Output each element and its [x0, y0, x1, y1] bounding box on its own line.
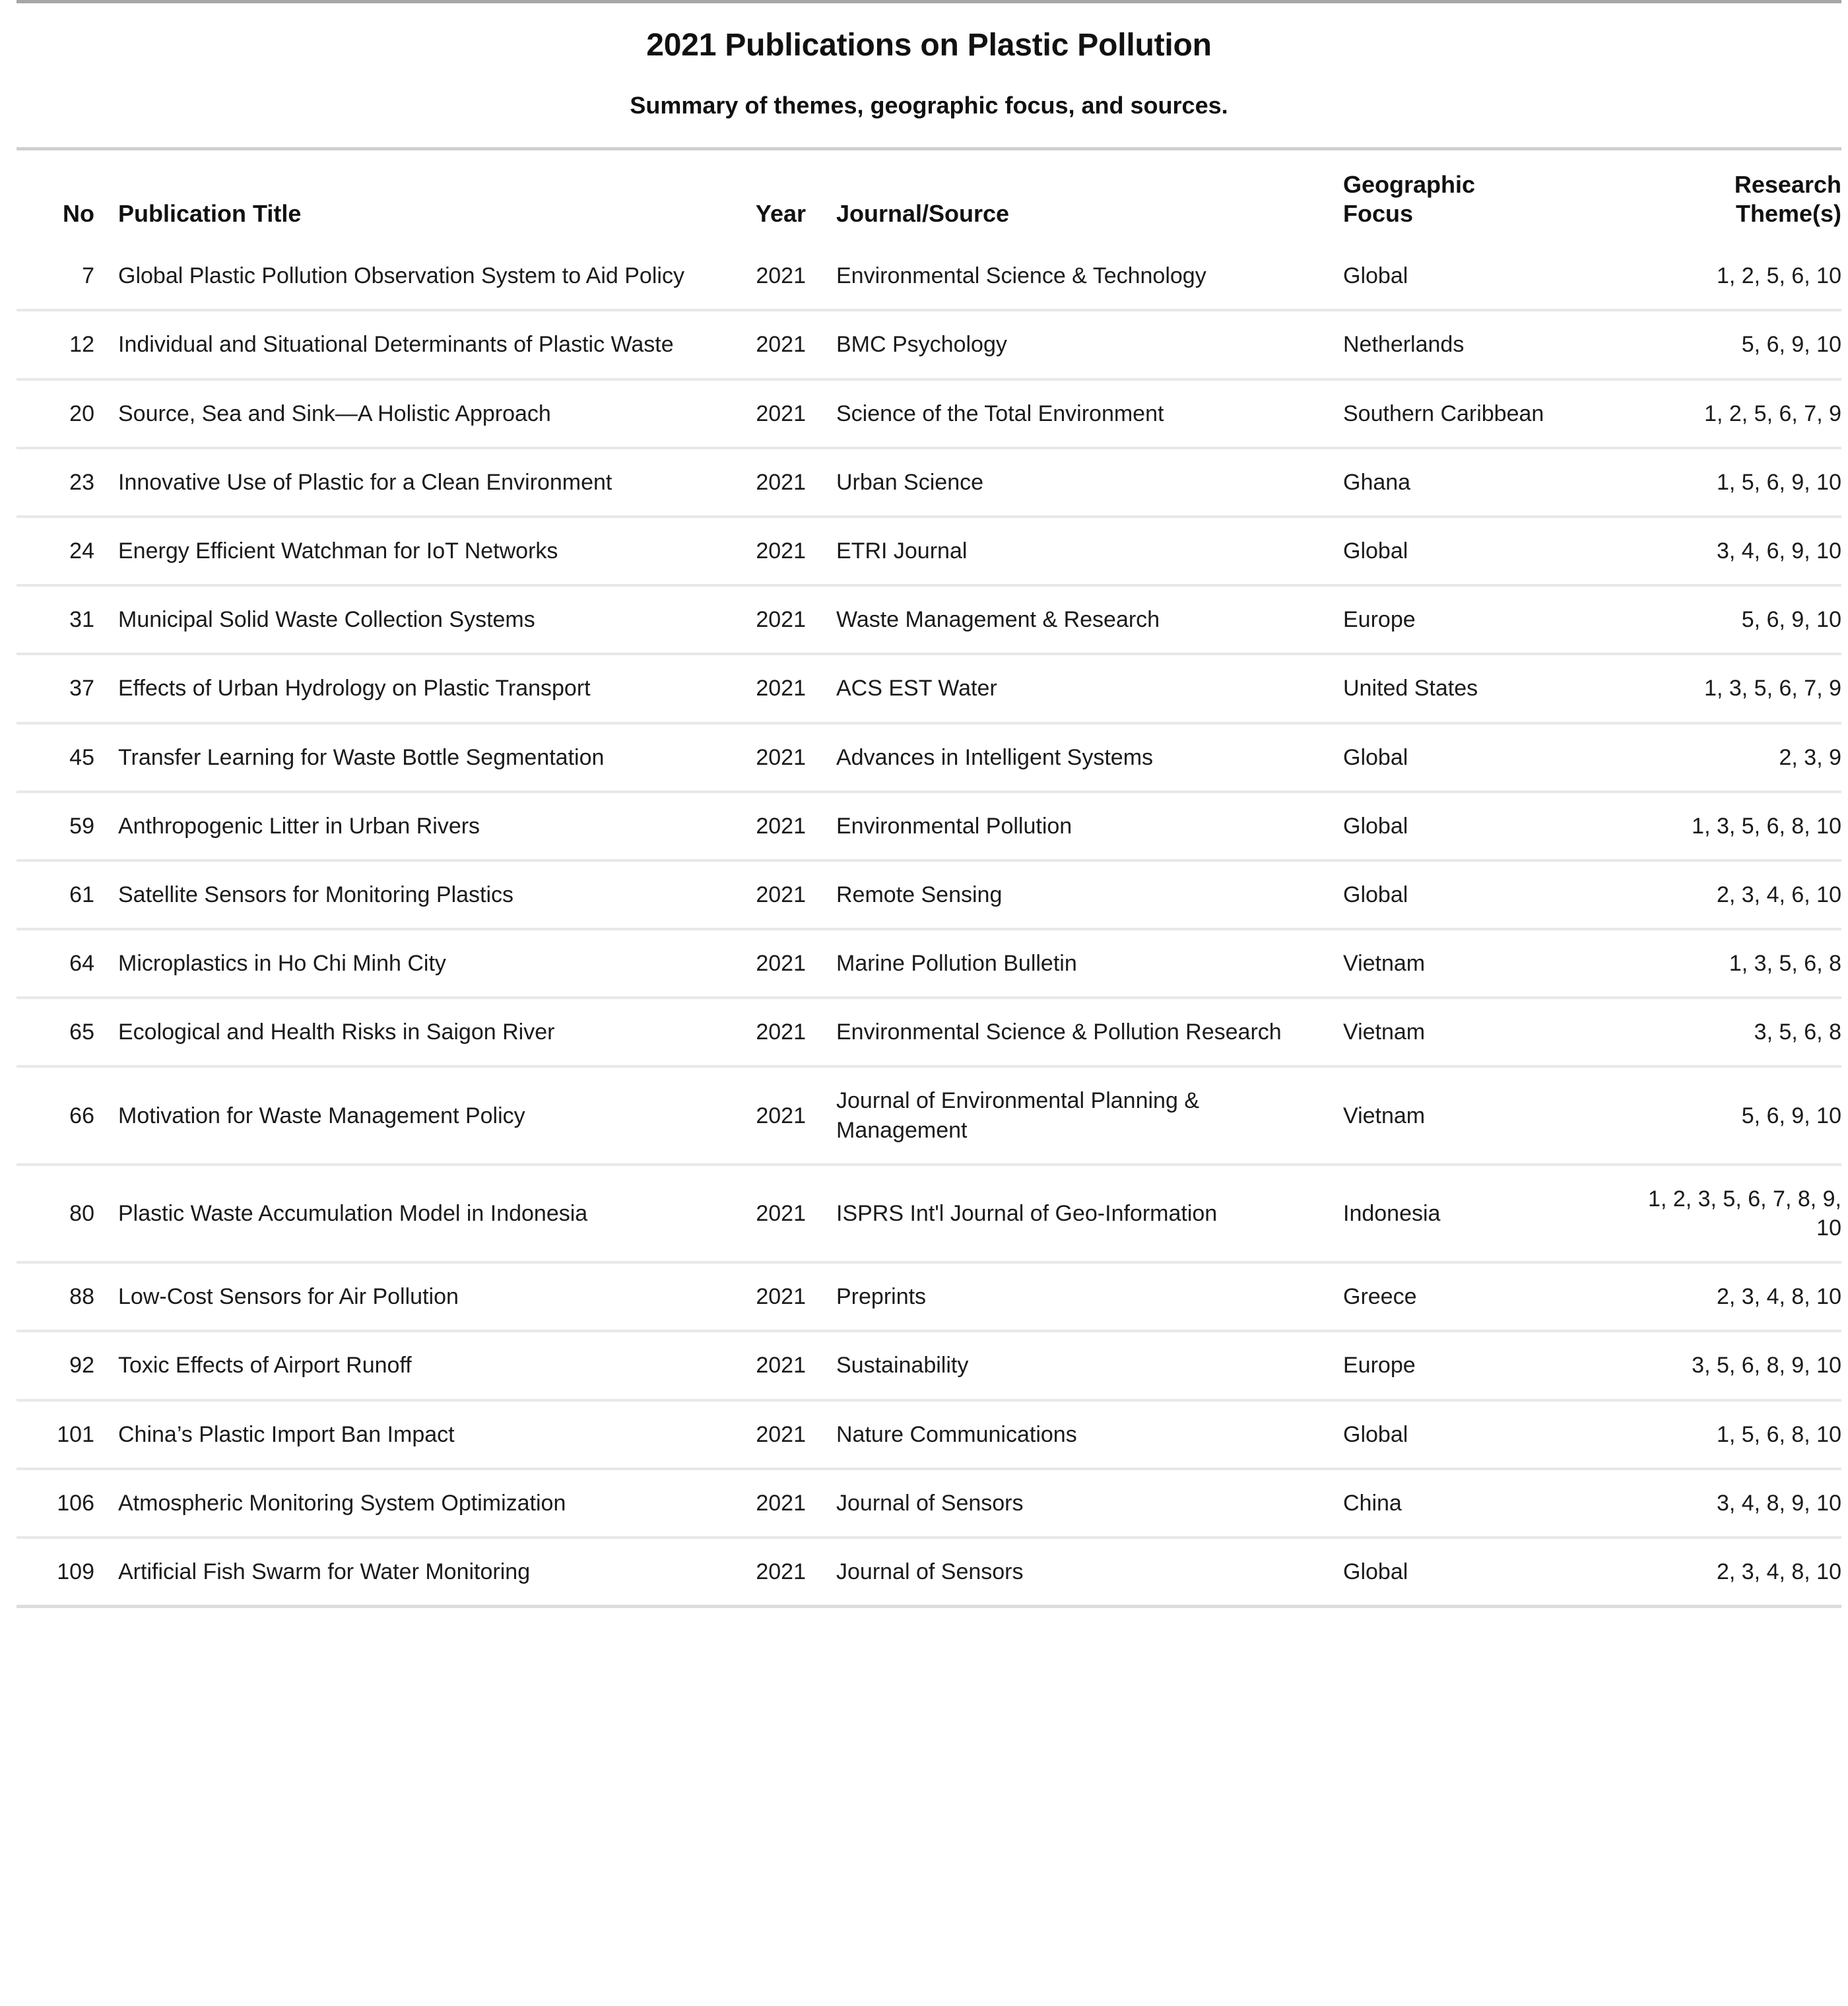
cell-geographic-focus: Vietnam: [1321, 998, 1631, 1066]
table-row[interactable]: [16, 1165, 1841, 1262]
table-row[interactable]: [16, 860, 1841, 929]
cell-year: 2021: [702, 517, 806, 585]
cell-journal-source: Environmental Science & Pollution Research: [806, 998, 1321, 1066]
cell-journal-source: Nature Communications: [806, 1400, 1321, 1469]
column-header-geographic-focus-line2: Focus: [1343, 200, 1414, 228]
cell-no: 23: [16, 448, 94, 517]
table-row[interactable]: [16, 723, 1841, 792]
cell-publication-title: Plastic Waste Accumulation Model in Indonesia: [94, 1165, 702, 1262]
cell-geographic-focus: Vietnam: [1321, 1066, 1631, 1164]
cell-publication-title: Artificial Fish Swarm for Water Monitoring: [94, 1537, 702, 1605]
cell-no: 66: [16, 1066, 94, 1164]
cell-geographic-focus: Europe: [1321, 1331, 1631, 1400]
cell-journal-source: Journal of Environmental Planning & Management: [806, 1066, 1321, 1164]
cell-journal-source: ACS EST Water: [806, 654, 1321, 723]
cell-no: 109: [16, 1537, 94, 1605]
cell-no: 12: [16, 310, 94, 379]
cell-no: 64: [16, 929, 94, 998]
cell-publication-title: Effects of Urban Hydrology on Plastic Transport: [94, 654, 702, 723]
cell-research-themes: 3, 5, 6, 8, 9, 10: [1631, 1331, 1841, 1400]
cell-year: 2021: [702, 654, 806, 723]
cell-journal-source: Advances in Intelligent Systems: [806, 723, 1321, 792]
cell-research-themes: 2, 3, 4, 8, 10: [1631, 1537, 1841, 1605]
table-row[interactable]: [16, 1262, 1841, 1331]
cell-no: 45: [16, 723, 94, 792]
cell-geographic-focus: Global: [1321, 860, 1631, 929]
table-row[interactable]: [16, 379, 1841, 448]
table-row[interactable]: [16, 792, 1841, 860]
cell-publication-title: Microplastics in Ho Chi Minh City: [94, 929, 702, 998]
cell-geographic-focus: United States: [1321, 654, 1631, 723]
cell-publication-title: Municipal Solid Waste Collection Systems: [94, 585, 702, 654]
cell-publication-title: Satellite Sensors for Monitoring Plastics: [94, 860, 702, 929]
cell-year: 2021: [702, 1331, 806, 1400]
table-caption: [16, 3, 1841, 147]
table-row[interactable]: [16, 929, 1841, 998]
cell-no: 7: [82, 263, 94, 289]
cell-geographic-focus: Vietnam: [1321, 929, 1631, 998]
cell-publication-title: Global Plastic Pollution Observation System to Aid Policy: [118, 263, 684, 289]
cell-journal-source: Urban Science: [806, 448, 1321, 517]
cell-no: 20: [16, 379, 94, 448]
cell-year: 2021: [702, 1165, 806, 1262]
cell-no: 59: [16, 792, 94, 860]
cell-year: 2021: [756, 263, 806, 289]
cell-year: 2021: [702, 1066, 806, 1164]
cell-publication-title: Innovative Use of Plastic for a Clean Environment: [94, 448, 702, 517]
cell-publication-title: Anthropogenic Litter in Urban Rivers: [94, 792, 702, 860]
cell-research-themes: 3, 4, 6, 9, 10: [1631, 517, 1841, 585]
table-row[interactable]: [16, 517, 1841, 585]
cell-geographic-focus: Greece: [1321, 1262, 1631, 1331]
column-header-research-themes-line1: Research: [1734, 171, 1841, 199]
cell-journal-source: Science of the Total Environment: [806, 379, 1321, 448]
table-row[interactable]: [16, 585, 1841, 654]
cell-publication-title: Individual and Situational Determinants of Plastic Waste: [94, 310, 702, 379]
cell-journal-source: Environmental Pollution: [806, 792, 1321, 860]
cell-research-themes: 1, 3, 5, 6, 8: [1631, 929, 1841, 998]
cell-journal-source: Waste Management & Research: [806, 585, 1321, 654]
column-header-no[interactable]: No: [63, 200, 94, 228]
cell-geographic-focus: Global: [1321, 1400, 1631, 1469]
cell-no: 37: [16, 654, 94, 723]
cell-geographic-focus: Global: [1321, 723, 1631, 792]
cell-research-themes: 1, 2, 5, 6, 10: [1716, 263, 1841, 289]
column-header-publication-title[interactable]: Publication Title: [118, 200, 302, 228]
cell-year: 2021: [702, 310, 806, 379]
cell-publication-title: Ecological and Health Risks in Saigon River: [94, 998, 702, 1066]
cell-geographic-focus: Global: [1343, 263, 1408, 289]
table-row[interactable]: [16, 654, 1841, 723]
cell-geographic-focus: China: [1321, 1469, 1631, 1537]
cell-geographic-focus: Global: [1321, 1537, 1631, 1605]
cell-research-themes: 5, 6, 9, 10: [1631, 585, 1841, 654]
table-row[interactable]: [16, 1400, 1841, 1469]
cell-journal-source: Journal of Sensors: [806, 1537, 1321, 1605]
table-container: [16, 0, 1841, 1608]
cell-year: 2021: [702, 585, 806, 654]
cell-year: 2021: [702, 1400, 806, 1469]
cell-year: 2021: [702, 1262, 806, 1331]
cell-geographic-focus: Netherlands: [1321, 310, 1631, 379]
cell-publication-title: Motivation for Waste Management Policy: [94, 1066, 702, 1164]
column-header-geographic-focus[interactable]: [1321, 150, 1631, 243]
cell-research-themes: 1, 5, 6, 8, 10: [1631, 1400, 1841, 1469]
cell-research-themes: 3, 5, 6, 8: [1631, 998, 1841, 1066]
cell-research-themes: 2, 3, 9: [1631, 723, 1841, 792]
cell-research-themes: 1, 3, 5, 6, 8, 10: [1631, 792, 1841, 860]
cell-publication-title: Transfer Learning for Waste Bottle Segmentation: [94, 723, 702, 792]
column-header-research-themes-line2: Theme(s): [1735, 200, 1841, 228]
table-row[interactable]: [16, 243, 1841, 310]
cell-geographic-focus: Global: [1321, 517, 1631, 585]
publications-table: [16, 150, 1841, 1605]
cell-year: 2021: [702, 1537, 806, 1605]
cell-no: 31: [16, 585, 94, 654]
cell-no: 65: [16, 998, 94, 1066]
table-row[interactable]: [16, 1537, 1841, 1605]
cell-no: 24: [16, 517, 94, 585]
cell-publication-title: Energy Efficient Watchman for IoT Networks: [94, 517, 702, 585]
table-row[interactable]: [16, 1469, 1841, 1537]
cell-research-themes: 2, 3, 4, 6, 10: [1631, 860, 1841, 929]
cell-geographic-focus: Global: [1321, 792, 1631, 860]
cell-journal-source: Remote Sensing: [806, 860, 1321, 929]
cell-no: 88: [16, 1262, 94, 1331]
cell-geographic-focus: Ghana: [1321, 448, 1631, 517]
cell-year: 2021: [702, 723, 806, 792]
page-subtitle: Summary of themes, geographic focus, and sources.: [630, 92, 1228, 119]
table-header: [16, 150, 1841, 243]
cell-geographic-focus: Indonesia: [1321, 1165, 1631, 1262]
cell-no: 61: [16, 860, 94, 929]
table-body: [16, 243, 1841, 1605]
table-bottom-rule: [16, 1605, 1841, 1608]
table-row[interactable]: [16, 1066, 1841, 1164]
column-header-journal-source[interactable]: Journal/Source: [836, 200, 1010, 228]
cell-year: 2021: [702, 379, 806, 448]
cell-journal-source: Environmental Science & Technology: [836, 263, 1206, 289]
cell-year: 2021: [702, 1469, 806, 1537]
cell-publication-title: Source, Sea and Sink—A Holistic Approach: [94, 379, 702, 448]
cell-research-themes: 1, 5, 6, 9, 10: [1631, 448, 1841, 517]
cell-journal-source: Marine Pollution Bulletin: [806, 929, 1321, 998]
cell-publication-title: Low-Cost Sensors for Air Pollution: [94, 1262, 702, 1331]
table-row[interactable]: [16, 310, 1841, 379]
cell-year: 2021: [702, 860, 806, 929]
cell-year: 2021: [702, 929, 806, 998]
cell-journal-source: Preprints: [806, 1262, 1321, 1331]
cell-research-themes: 1, 3, 5, 6, 7, 9: [1631, 654, 1841, 723]
cell-research-themes: 5, 6, 9, 10: [1631, 310, 1841, 379]
cell-journal-source: Journal of Sensors: [806, 1469, 1321, 1537]
cell-journal-source: Sustainability: [806, 1331, 1321, 1400]
column-header-geographic-focus-line1: Geographic: [1343, 171, 1476, 199]
cell-research-themes: 3, 4, 8, 9, 10: [1631, 1469, 1841, 1537]
cell-no: 92: [16, 1331, 94, 1400]
column-header-research-themes[interactable]: [1631, 150, 1841, 243]
page-title: 2021 Publications on Plastic Pollution: [646, 28, 1212, 63]
cell-publication-title: China’s Plastic Import Ban Impact: [94, 1400, 702, 1469]
cell-publication-title: Atmospheric Monitoring System Optimization: [94, 1469, 702, 1537]
cell-research-themes: 5, 6, 9, 10: [1631, 1066, 1841, 1164]
cell-journal-source: BMC Psychology: [806, 310, 1321, 379]
cell-publication-title: Toxic Effects of Airport Runoff: [94, 1331, 702, 1400]
cell-geographic-focus: Europe: [1321, 585, 1631, 654]
cell-geographic-focus: Southern Caribbean: [1321, 379, 1631, 448]
table-row[interactable]: [16, 998, 1841, 1066]
cell-year: 2021: [702, 998, 806, 1066]
column-header-year[interactable]: Year: [755, 200, 806, 228]
cell-no: 106: [16, 1469, 94, 1537]
cell-research-themes: 2, 3, 4, 8, 10: [1631, 1262, 1841, 1331]
table-header-row: [16, 150, 1841, 243]
cell-research-themes: 1, 2, 5, 6, 7, 9: [1631, 379, 1841, 448]
table-row[interactable]: [16, 1331, 1841, 1400]
table-row[interactable]: [16, 448, 1841, 517]
cell-journal-source: ETRI Journal: [806, 517, 1321, 585]
cell-year: 2021: [702, 792, 806, 860]
cell-year: 2021: [702, 448, 806, 517]
cell-no: 80: [16, 1165, 94, 1262]
cell-research-themes: 1, 2, 3, 5, 6, 7, 8, 9, 10: [1631, 1165, 1841, 1262]
cell-journal-source: ISPRS Int'l Journal of Geo-Information: [806, 1165, 1321, 1262]
cell-no: 101: [16, 1400, 94, 1469]
